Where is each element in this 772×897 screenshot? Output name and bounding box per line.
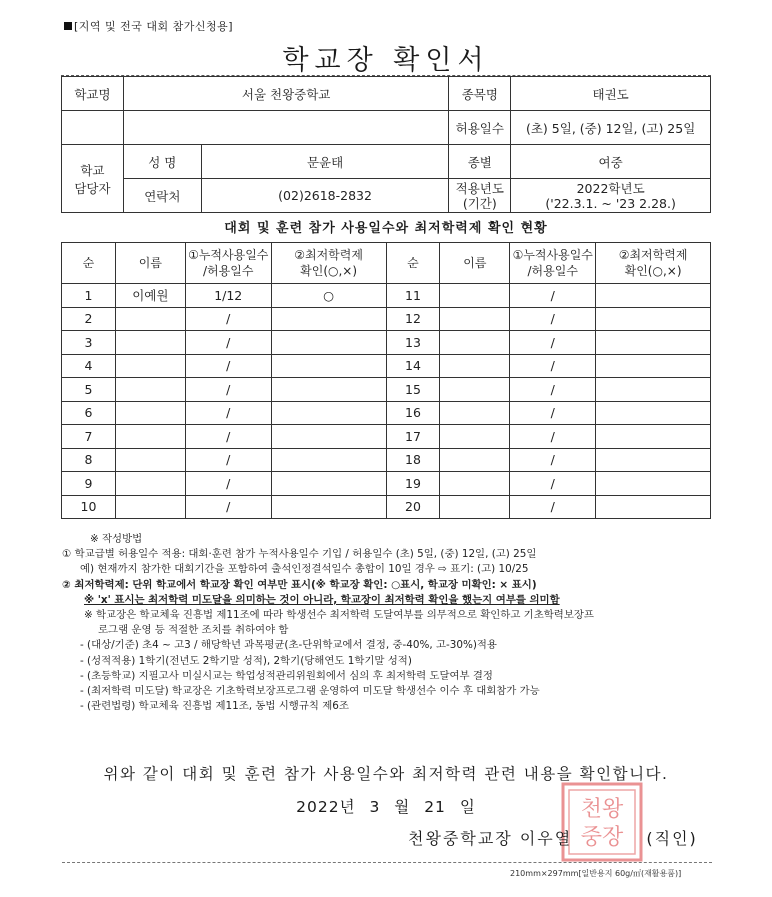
year-value: 2022학년도 ('22.3.1. ~ '23 2.28.) [511,179,711,213]
square-bullet-icon [64,22,72,30]
row-no: 5 [62,378,116,402]
table-row [62,401,711,425]
row-check [271,307,386,331]
allowed-days-value: (초) 5일, (중) 12일, (고) 25일 [511,111,711,145]
contact-value: (02)2618-2832 [201,179,449,213]
note-2: ② 최저학력제: 단위 학교에서 학교장 확인 여부만 표시(※ 학교장 확인: ○표시, 학교장 미확인: × 표시) [62,578,537,591]
participation-table [61,242,711,519]
row-name [115,354,185,378]
row-no: 15 [386,378,440,402]
row-check [271,378,386,402]
header-name: 이름 [115,243,185,284]
row-days: / [510,307,596,331]
header-days: ①누적사용일수 /허용일수 [185,243,271,284]
category-value: 여중 [511,145,711,179]
row-days: / [510,401,596,425]
svg-text:천왕: 천왕 [580,797,624,822]
paper-spec-note: 210mm×297mm[일반용지 60g/㎡(재활용품)] [510,869,682,878]
row-name [115,401,185,425]
row-check [596,354,711,378]
table-row [62,472,711,496]
row-name [440,472,510,496]
table-row [62,284,711,308]
table-row [62,307,711,331]
row-days: / [185,331,271,355]
year-label: 적용년도 (기간) [449,179,511,213]
row-check [596,425,711,449]
instructions [62,532,722,714]
manager-label: 학교 담당자 [62,145,124,213]
row-check [271,472,386,496]
note-9: - (관련법령) 학교체육 진흥법 제11조, 동법 시행규칙 제6조 [80,700,349,713]
row-days: / [510,495,596,519]
row-days: / [510,378,596,402]
note-4: ※ 학교장은 학교체육 진흥법 제11조에 따라 학생선수 최저학력 도달여부를 의무적으로 확인하고 기초학력보장프 [84,609,594,622]
row-days: / [510,331,596,355]
header-name: 이름 [440,243,510,284]
confirmation-statement: 위와 같이 대회 및 훈련 참가 사용일수와 최저학력 관련 내용을 확인합니다. [103,765,669,783]
row-days: / [185,495,271,519]
table-row [62,354,711,378]
row-no: 20 [386,495,440,519]
row-check [271,425,386,449]
note-1-example: 예) 현재까지 참가한 대회기간을 포함하여 출석인정결석일수 총합이 10일 경우 ⇨ 표기: (고) 10/25 [80,563,529,576]
row-days: / [510,448,596,472]
row-check [596,448,711,472]
allowed-days-label: 허용일수 [449,111,511,145]
seal-placeholder: (직인) [646,829,698,848]
row-no: 12 [386,307,440,331]
row-check [271,495,386,519]
school-value: 서울 천왕중학교 [123,77,448,111]
row-check [596,495,711,519]
table-row [62,425,711,449]
row-name [115,472,185,496]
row-days: / [185,472,271,496]
row-no: 9 [62,472,116,496]
row-check [596,472,711,496]
school-info-table [61,76,711,213]
note-6: - (성적적용) 1학기(전년도 2학기말 성적), 2학기(당해연도 1학기말 성적) [80,654,412,667]
row-name [440,401,510,425]
header-grade: ②최저학력제 확인(○,×) [271,243,386,284]
section-title: 대회 및 훈련 참가 사용일수와 최저학력제 확인 현황 [224,221,548,236]
row-name [440,425,510,449]
row-no: 17 [386,425,440,449]
row-no: 1 [62,284,116,308]
school-label: 학교명 [62,77,124,111]
table-row [62,378,711,402]
row-name [115,495,185,519]
row-check [271,401,386,425]
row-name [440,495,510,519]
row-check: ○ [271,284,386,308]
note-3: ※ 'x' 표시는 최저학력 미도달을 의미하는 것이 아니라, 학교장이 최저학력 확인을 했는지 여부를 의미함 [84,593,560,606]
row-name [115,331,185,355]
row-no: 13 [386,331,440,355]
issue-date: 2022년 3 월 21 일 [296,798,476,816]
row-no: 19 [386,472,440,496]
header-grade: ②최저학력제 확인(○,×) [596,243,711,284]
row-check [596,401,711,425]
row-no: 18 [386,448,440,472]
row-name [115,425,185,449]
row-days: / [185,307,271,331]
row-days: / [510,284,596,308]
row-no: 14 [386,354,440,378]
row-name [440,331,510,355]
row-no: 2 [62,307,116,331]
note-5: - (대상/기준) 초4 ~ 고3 / 해당학년 과목평균(초-단위학교에서 결정, 중-40%, 고-30%)적용 [80,639,497,652]
header-no: 순 [386,243,440,284]
row-name [115,307,185,331]
row-no: 7 [62,425,116,449]
row-name [115,448,185,472]
row-no: 8 [62,448,116,472]
row-check [596,284,711,308]
note-8: - (최저학력 미도달) 학교장은 기초학력보장프로그램 운영하여 미도달 학생선수 이수 후 대회참가 가능 [80,685,540,698]
row-no: 11 [386,284,440,308]
row-name: 이예원 [115,284,185,308]
row-name [440,284,510,308]
header-days: ①누적사용일수 /허용일수 [510,243,596,284]
row-no: 16 [386,401,440,425]
note-1: ① 학교급별 허용일수 적용: 대회·훈련 참가 누적사용일수 기입 / 허용일수 (초) 5일, (중) 12일, (고) 25일 [62,548,537,561]
note-4-cont: 로그램 운영 등 적절한 조치를 취하여야 함 [98,624,289,637]
row-name [440,448,510,472]
row-check [596,307,711,331]
row-name [440,354,510,378]
event-label: 종목명 [449,77,511,111]
row-days: / [510,425,596,449]
official-seal-icon [555,780,649,864]
row-days: / [185,378,271,402]
name-label: 성 명 [123,145,201,179]
row-check [596,378,711,402]
principal-signature: 천왕중학교장 이우열 (직인) [408,829,698,848]
row-days: / [510,472,596,496]
row-days: / [185,354,271,378]
category-label: 종별 [449,145,511,179]
name-value: 문윤태 [201,145,449,179]
row-check [271,448,386,472]
row-name [115,378,185,402]
row-no: 3 [62,331,116,355]
row-name [440,378,510,402]
table-row [62,331,711,355]
svg-text:중장: 중장 [580,825,624,850]
contact-label: 연락처 [123,179,201,213]
row-days: / [185,425,271,449]
row-name [440,307,510,331]
row-check [596,331,711,355]
row-days: 1/12 [185,284,271,308]
event-value: 태권도 [511,77,711,111]
row-days: / [185,401,271,425]
document-title: 학교장 확인서 [282,45,490,76]
table-row [62,448,711,472]
header-no: 순 [62,243,116,284]
row-days: / [185,448,271,472]
table-row [62,495,711,519]
row-check [271,354,386,378]
row-no: 6 [62,401,116,425]
form-type-tag: [지역 및 전국 대회 참가신청용] [64,18,233,34]
notes-heading: ※ 작성방법 [90,533,143,545]
divider [62,862,712,863]
row-check [271,331,386,355]
row-no: 10 [62,495,116,519]
row-days: / [510,354,596,378]
note-7: - (초등학교) 지필고사 미실시교는 학업성적관리위원회에서 심의 후 최저학력 도달여부 결정 [80,669,493,682]
row-no: 4 [62,354,116,378]
